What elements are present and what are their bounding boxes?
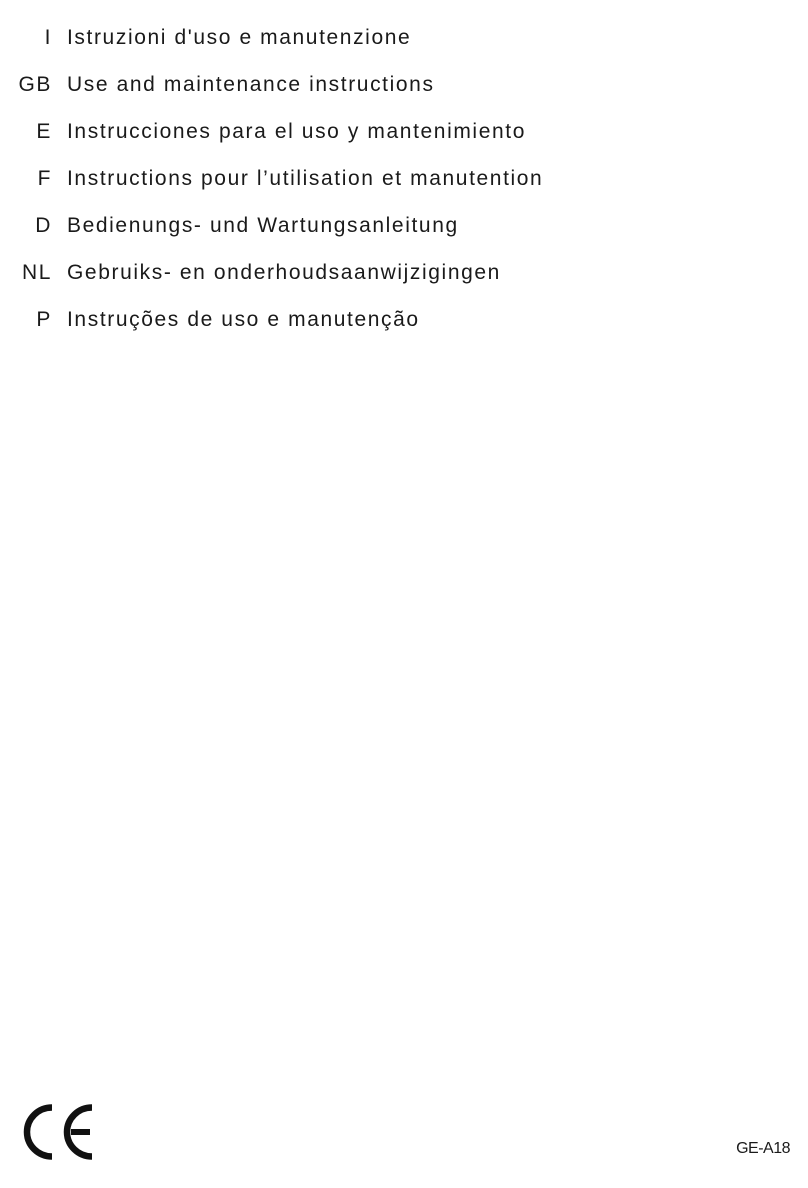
- language-list: [0, 20, 808, 349]
- language-code: E: [36, 120, 52, 143]
- language-code: NL: [21, 261, 52, 284]
- language-title: Bedienungs- und Wartungsanleitung: [67, 214, 459, 237]
- ce-mark-icon: [16, 1103, 96, 1161]
- language-code: I: [44, 26, 52, 49]
- language-row-nl: [0, 255, 808, 302]
- language-title: Instrucciones para el uso y mantenimiento: [67, 120, 526, 143]
- language-row-es: [0, 114, 808, 161]
- language-row-fr: [0, 161, 808, 208]
- language-title: Gebruiks- en onderhoudsaanwijzigingen: [67, 261, 501, 284]
- language-title: Instruções de uso e manutenção: [67, 308, 420, 331]
- language-row-gb: [0, 67, 808, 114]
- document-code: GE-A18: [736, 1140, 790, 1157]
- language-code: F: [37, 167, 52, 190]
- language-code: GB: [18, 73, 52, 96]
- language-title: Use and maintenance instructions: [67, 73, 435, 96]
- language-row-de: [0, 208, 808, 255]
- language-row-it: [0, 20, 808, 67]
- language-code: D: [35, 214, 52, 237]
- language-title: Instructions pour l’utilisation et manutention: [67, 167, 544, 190]
- language-title: Istruzioni d'uso e manutenzione: [67, 26, 412, 49]
- language-code: P: [36, 308, 52, 331]
- language-row-pt: [0, 302, 808, 349]
